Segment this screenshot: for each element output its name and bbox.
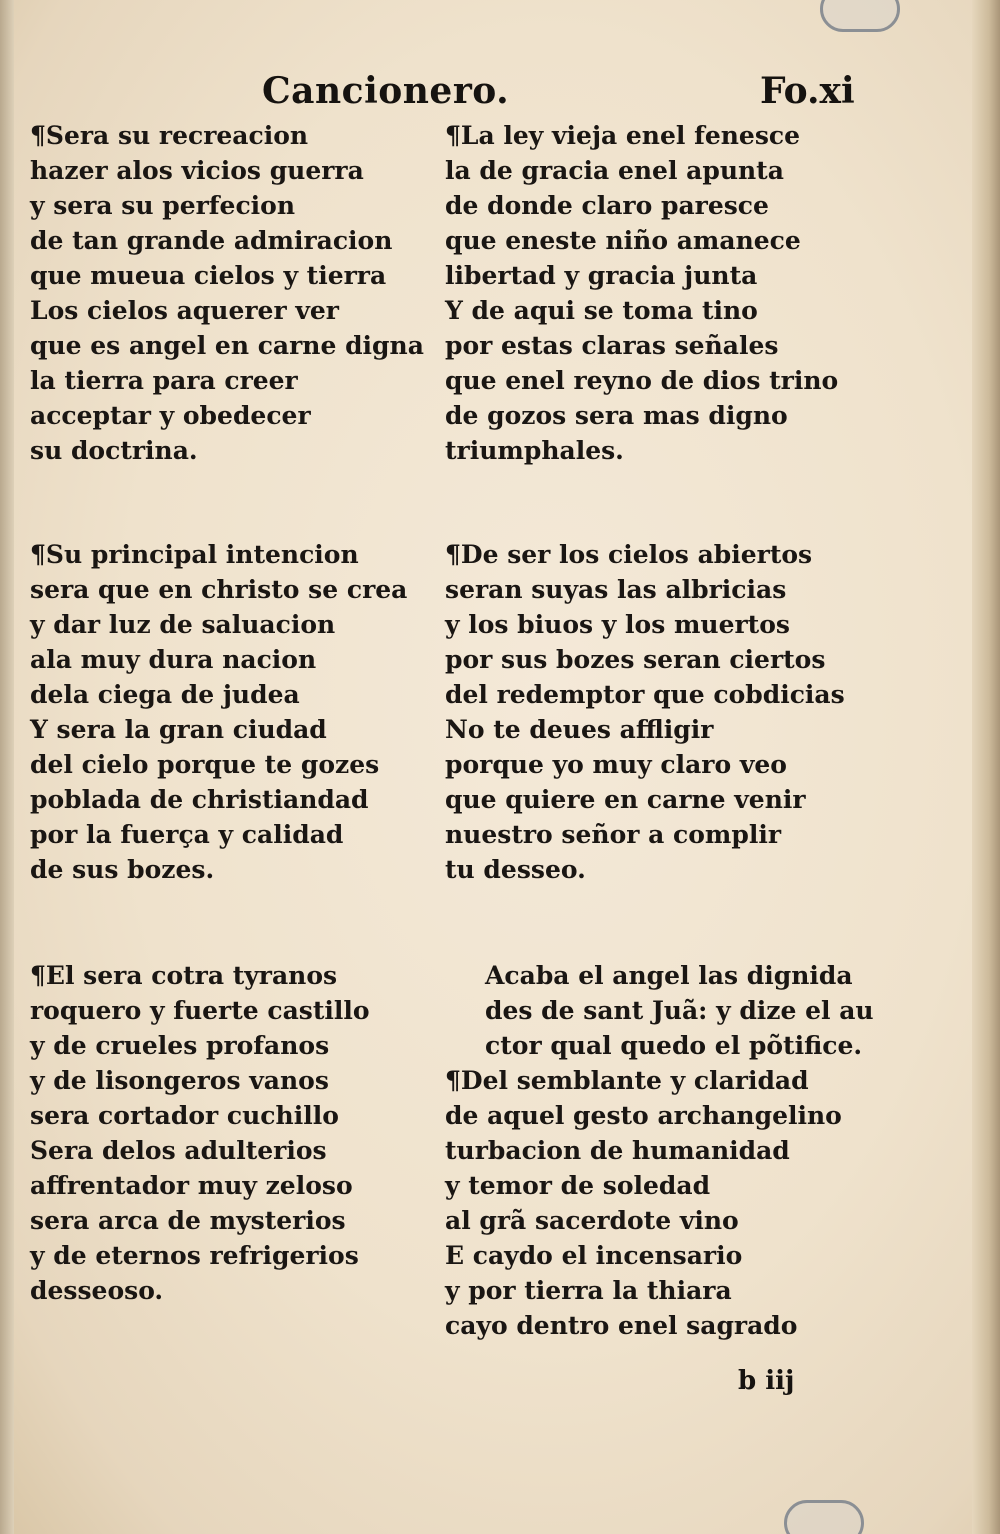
verse-line: nuestro señor a complir [445, 820, 782, 849]
verse-line: dela ciega de judea [30, 680, 300, 709]
stanza [445, 118, 875, 468]
stanza [30, 958, 430, 1308]
verse-line: la tierra para creer [30, 366, 298, 395]
stanza [30, 537, 430, 887]
verse-line: que mueua cielos y tierra [30, 261, 387, 290]
signature-mark: b iij [738, 1366, 795, 1396]
verse-line: y los biuos y los muertos [445, 610, 790, 639]
verse-line: del redemptor que cobdicias [445, 680, 845, 709]
verse-line: triumphales. [445, 436, 624, 465]
verse-line: ala muy dura nacion [30, 645, 317, 674]
rubric [485, 958, 915, 1063]
verse-line: sera que en christo se crea [30, 575, 408, 604]
verse-line: libertad y gracia junta [445, 261, 758, 290]
verse-line: de sus bozes. [30, 855, 215, 884]
verse-line: que quiere en carne venir [445, 785, 806, 814]
verse-line: turbacion de humanidad [445, 1136, 790, 1165]
verse-line: de aquel gesto archangelino [445, 1101, 842, 1130]
right-column [445, 118, 875, 468]
stanza [445, 537, 875, 887]
verse-line: la de gracia enel apunta [445, 156, 784, 185]
verse-line: sera cortador cuchillo [30, 1101, 339, 1130]
left-column-stanza-2 [30, 537, 430, 887]
verse-line: y por tierra la thiara [445, 1276, 732, 1305]
stanza [445, 1063, 875, 1343]
verse-line: y de crueles profanos [30, 1031, 330, 1060]
rubric-line: ctor qual quedo el põtifice. [485, 1031, 863, 1060]
verse-line: ¶Del semblante y claridad [445, 1066, 809, 1095]
right-column-stanza-3 [445, 1063, 875, 1343]
running-head: Cancionero. [262, 70, 510, 112]
verse-line: de tan grande admiracion [30, 226, 393, 255]
verse-line: Y sera la gran ciudad [30, 715, 327, 744]
verse-line: ¶De ser los cielos abiertos [445, 540, 813, 569]
verse-line: roquero y fuerte castillo [30, 996, 370, 1025]
verse-line: que eneste niño amanece [445, 226, 801, 255]
verse-line: por sus bozes seran ciertos [445, 645, 826, 674]
folio-number: Fo.xi [760, 70, 855, 112]
verse-line: acceptar y obedecer [30, 401, 311, 430]
verse-line: porque yo muy claro veo [445, 750, 787, 779]
verse-line: al grã sacerdote vino [445, 1206, 739, 1235]
verse-line: tu desseo. [445, 855, 586, 884]
left-column [30, 118, 430, 468]
rubric-line: des de sant Juã: y dize el au [485, 996, 874, 1025]
verse-line: ¶La ley vieja enel fenesce [445, 121, 801, 150]
verse-line: desseoso. [30, 1276, 164, 1305]
verse-line: y dar luz de saluacion [30, 610, 336, 639]
verse-line: y sera su perfecion [30, 191, 296, 220]
verse-line: del cielo porque te gozes [30, 750, 380, 779]
verse-line: de donde claro paresce [445, 191, 769, 220]
verse-line: ¶Su principal intencion [30, 540, 359, 569]
verse-line: No te deues affligir [445, 715, 714, 744]
page-clip-bottom [784, 1500, 864, 1534]
verse-line: ¶Sera su recreacion [30, 121, 309, 150]
verse-line: affrentador muy zeloso [30, 1171, 353, 1200]
stanza [30, 118, 430, 468]
verse-line: sera arca de mysterios [30, 1206, 346, 1235]
verse-line: y de eternos refrigerios [30, 1241, 359, 1270]
verse-line: y temor de soledad [445, 1171, 711, 1200]
verse-line: E caydo el incensario [445, 1241, 743, 1270]
verse-line: Sera delos adulterios [30, 1136, 327, 1165]
verse-line: que es angel en carne digna [30, 331, 424, 360]
page-fore-edge [972, 0, 1000, 1534]
verse-line: ¶El sera cotra tyranos [30, 961, 338, 990]
verse-line: Los cielos aquerer ver [30, 296, 339, 325]
verse-line: poblada de christiandad [30, 785, 369, 814]
left-column-stanza-3 [30, 958, 430, 1308]
verse-line: Y de aqui se toma tino [445, 296, 758, 325]
verse-line: por la fuerça y calidad [30, 820, 344, 849]
rubric-line: Acaba el angel las dignida [485, 961, 853, 990]
verse-line: hazer alos vicios guerra [30, 156, 364, 185]
page-clip-top [820, 0, 900, 32]
verse-line: su doctrina. [30, 436, 198, 465]
verse-line: de gozos sera mas digno [445, 401, 788, 430]
verse-line: seran suyas las albricias [445, 575, 787, 604]
verse-line: cayo dentro enel sagrado [445, 1311, 798, 1340]
verse-line: por estas claras señales [445, 331, 779, 360]
page-gutter-shadow [0, 0, 14, 1534]
right-column-stanza-2 [445, 537, 875, 887]
verse-line: que enel reyno de dios trino [445, 366, 839, 395]
verse-line: y de lisongeros vanos [30, 1066, 329, 1095]
